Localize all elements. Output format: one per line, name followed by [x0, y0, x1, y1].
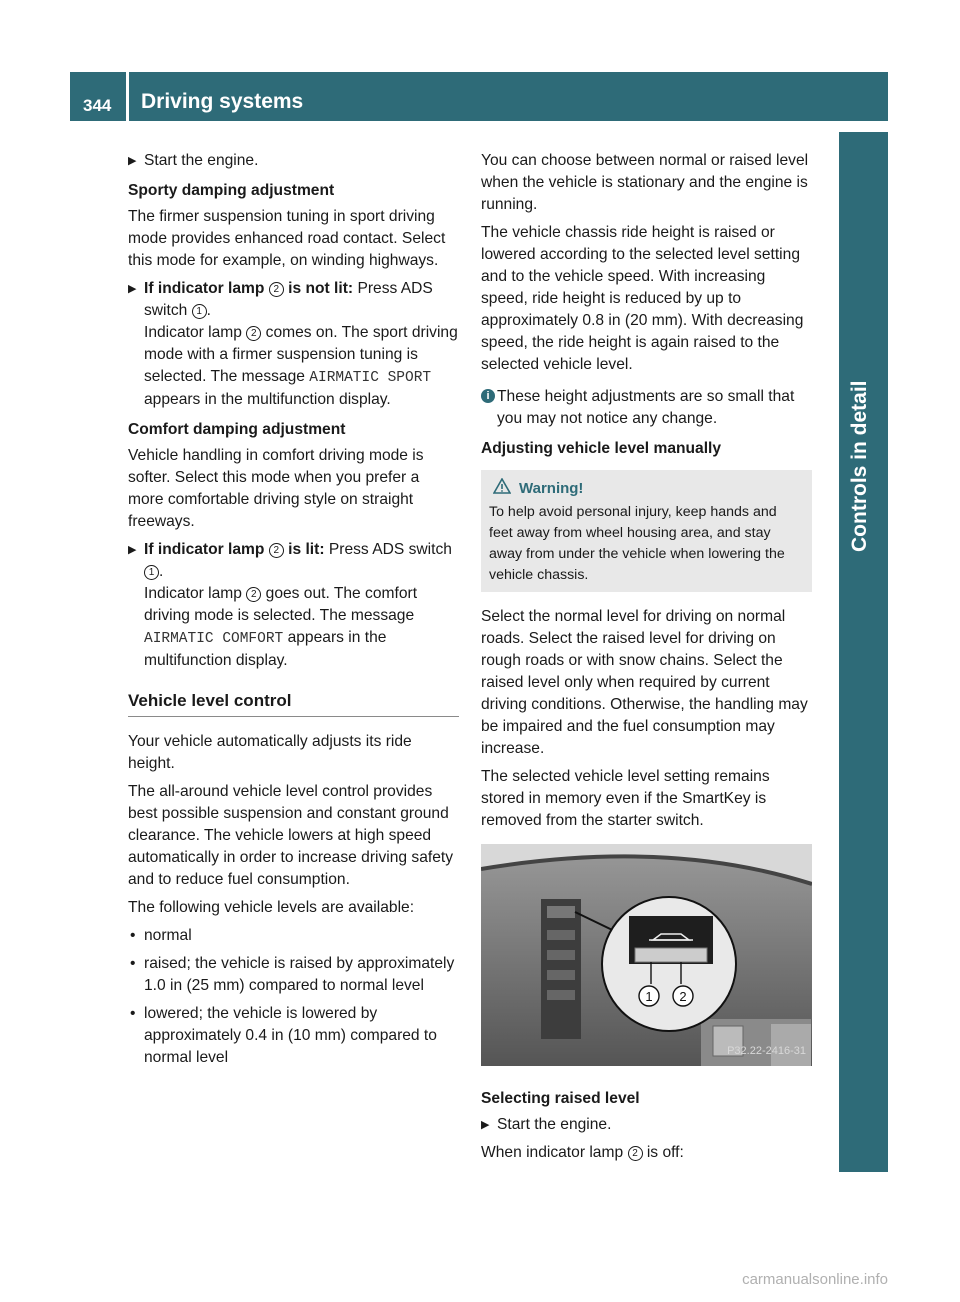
header-divider [126, 72, 129, 121]
callout-2-icon: 2 [269, 543, 284, 558]
step-arrow-icon: ▶ [128, 155, 137, 167]
list-item: • raised; the vehicle is raised by approximately 1.0 in (25 mm) compared to normal level [130, 955, 455, 994]
raised-level-heading: Selecting raised level [481, 1090, 640, 1107]
right-p4: The selected vehicle level setting remains stored in memory even if the SmartKey is removed from the starter switch. [481, 768, 770, 829]
when-lamp-text: When indicator lamp 2 is off: [481, 1144, 684, 1161]
info-note: i These height adjustments are so small that you may not notice any change. [481, 386, 812, 430]
callout-1-label: 1 [645, 989, 653, 1004]
step-arrow-icon: ▶ [481, 1119, 490, 1131]
comfort-heading: Comfort damping adjustment [128, 421, 346, 438]
ads-switch-figure [481, 844, 812, 1066]
callout-2-icon: 2 [628, 1146, 643, 1161]
sporty-heading: Sporty damping adjustment [128, 182, 335, 199]
warning-triangle-icon [493, 478, 511, 494]
callout-1-icon: 1 [144, 565, 159, 580]
display-message: AIRMATIC COMFORT [144, 631, 284, 647]
step-arrow-icon: ▶ [128, 283, 137, 295]
warning-text: To help avoid personal injury, keep hands and feet away from wheel housing area, and stay away from under the vehicle when lowering the vehicle chassis. [489, 504, 785, 583]
left-column [128, 150, 459, 1075]
comfort-text: Vehicle handling in comfort driving mode is softer. Select this mode when you prefer a more comfortable driving style on straight freeways. [128, 447, 424, 530]
callout-2-label: 2 [679, 989, 687, 1004]
manual-level-heading: Adjusting vehicle level manually [481, 440, 722, 457]
info-icon: i [481, 389, 495, 403]
comfort-step: ▶ If indicator lamp 2 is lit: Press ADS switch 1 . Indicator lamp 2 goes out. The comfort driving mode is selected. The message AIRMATIC COMFORT appears in the multifunction display. [128, 541, 452, 669]
watermark: carmanualsonline.info [742, 1271, 888, 1288]
callout-2-icon: 2 [246, 587, 261, 602]
vehicle-level-p3: The following vehicle levels are available: [128, 899, 415, 916]
list-item: • lowered; the vehicle is lowered by approximately 0.4 in (10 mm) compared to normal level [130, 1005, 437, 1066]
dashboard-illustration [481, 844, 812, 1066]
side-tab-label: Controls in detail [848, 380, 871, 552]
step-start-engine-2: ▶ Start the engine. [481, 1114, 812, 1136]
vehicle-level-p2: The all-around vehicle level control provides best possible suspension and constant ground clearance. The vehicle lowers at high speed automatically in order to increase driving safety and to reduce fuel consumption. [128, 783, 454, 888]
vehicle-level-heading: Vehicle level control [128, 690, 459, 717]
list-item: • normal [128, 925, 459, 947]
display-message: AIRMATIC SPORT [309, 370, 432, 386]
warning-box [481, 470, 812, 592]
side-tab-square [839, 202, 888, 252]
page-number: 344 [83, 96, 112, 115]
vehicle-level-p1: Your vehicle automatically adjusts its ride height. [128, 733, 412, 772]
right-p2: The vehicle chassis ride height is raised or lowered according to the selected level setting and to the vehicle speed. With increasing speed, ride height is reduced by up to approximately 0.8 in (20 mm). With decreasing speed, the ride height is again raised to the selected vehicle level. [481, 224, 804, 373]
section-title: Driving systems [141, 90, 304, 113]
figure-code: P32.22-2416-31 [727, 1045, 806, 1057]
sporty-step: ▶ If indicator lamp 2 is not lit: Press ADS switch 1 . Indicator lamp 2 comes on. The sport driving mode with a firmer suspension tuning is selected. The message AIRMATIC SPORT appears in the multifunction display. [128, 280, 458, 408]
right-p3: Select the normal level for driving on normal roads. Select the raised level for driving on rough roads or with snow chains. Select the raised level only when required by current driving conditions. Otherwise, the handling may be impaired and the fuel consumption may increase. [481, 608, 808, 757]
step-start-engine: ▶ Start the engine. [128, 150, 459, 172]
callout-1-icon: 1 [192, 304, 207, 319]
bullet-icon: • [130, 955, 136, 972]
step-arrow-icon: ▶ [128, 544, 137, 556]
right-p1: You can choose between normal or raised level when the vehicle is stationary and the engine is running. [481, 152, 809, 213]
callout-2-icon: 2 [269, 282, 284, 297]
warning-title: Warning! [489, 478, 804, 499]
sporty-text: The firmer suspension tuning in sport driving mode provides enhanced road contact. Select this mode for example, on winding highways. [128, 208, 446, 269]
right-column [481, 150, 812, 1170]
callout-2-icon: 2 [246, 326, 261, 341]
bullet-icon: • [130, 1005, 136, 1022]
bullet-icon: • [130, 927, 136, 944]
